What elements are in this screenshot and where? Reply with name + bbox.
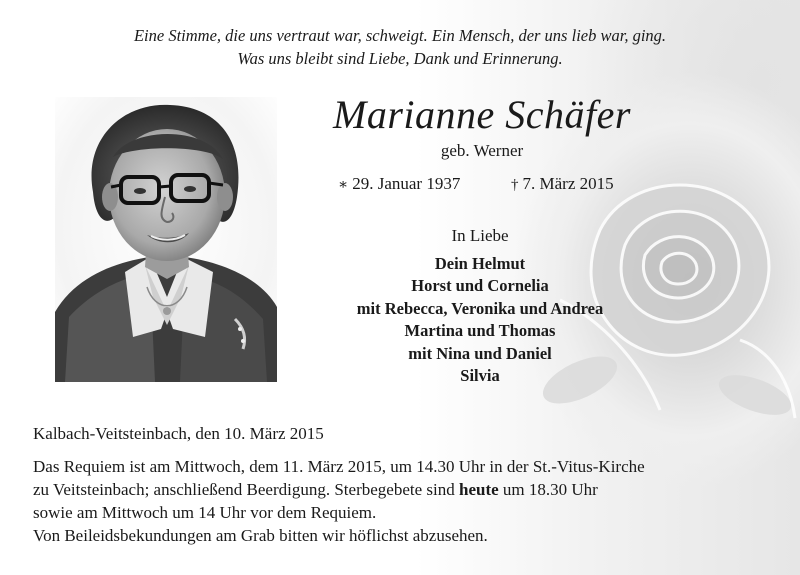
mourner-line: Dein Helmut <box>434 254 526 273</box>
notice-line <box>33 478 776 501</box>
notice-text: zu Veitsteinbach; anschließend Beerdigung. Sterbegebete sind <box>33 480 455 499</box>
mourners-intro: In Liebe <box>451 226 509 245</box>
portrait-photo <box>55 97 277 382</box>
mourner-line: Horst und Cornelia <box>411 276 549 296</box>
birth-date: 29. Januar 1937 <box>352 174 461 193</box>
mourner-line: Silvia <box>460 366 500 386</box>
birth-date-group <box>338 173 460 196</box>
funeral-notice <box>33 455 776 547</box>
notice-line: Das Requiem ist am Mittwoch, dem 11. März 2015, um 14.30 Uhr in der St.-Vitus-Kirche <box>33 457 645 476</box>
verse-line: Eine Stimme, die uns vertraut war, schweigt. Ein Mensch, der uns lieb war, ging. <box>133 26 667 45</box>
birth-star-icon: ∗ <box>338 177 349 193</box>
life-dates <box>338 173 638 197</box>
verse-line: Was uns bleibt sind Liebe, Dank und Erinnerung. <box>237 49 563 68</box>
death-date: 7. März 2015 <box>522 174 614 193</box>
notice-text: um 18.30 Uhr <box>502 480 598 499</box>
memorial-verse <box>0 24 800 70</box>
mourners-list <box>300 253 660 387</box>
notice-line: sowie am Mittwoch um 14 Uhr vor dem Requiem. <box>33 503 377 522</box>
deceased-name: Marianne Schäfer <box>333 92 631 137</box>
death-cross-icon: † <box>511 177 519 193</box>
notice-line: Von Beileidsbekundungen am Grab bitten wir höflichst abzusehen. <box>33 526 488 545</box>
notice-emphasis: heute <box>458 480 499 499</box>
maiden-name: geb. Werner <box>440 141 524 160</box>
mourner-line: mit Nina und Daniel <box>408 343 552 363</box>
mourner-line: mit Rebecca, Veronika und Andrea <box>356 298 604 318</box>
mourner-line: Martina und Thomas <box>404 321 556 341</box>
death-date-group <box>511 173 614 196</box>
place-date: Kalbach-Veitsteinbach, den 10. März 2015 <box>33 424 324 443</box>
